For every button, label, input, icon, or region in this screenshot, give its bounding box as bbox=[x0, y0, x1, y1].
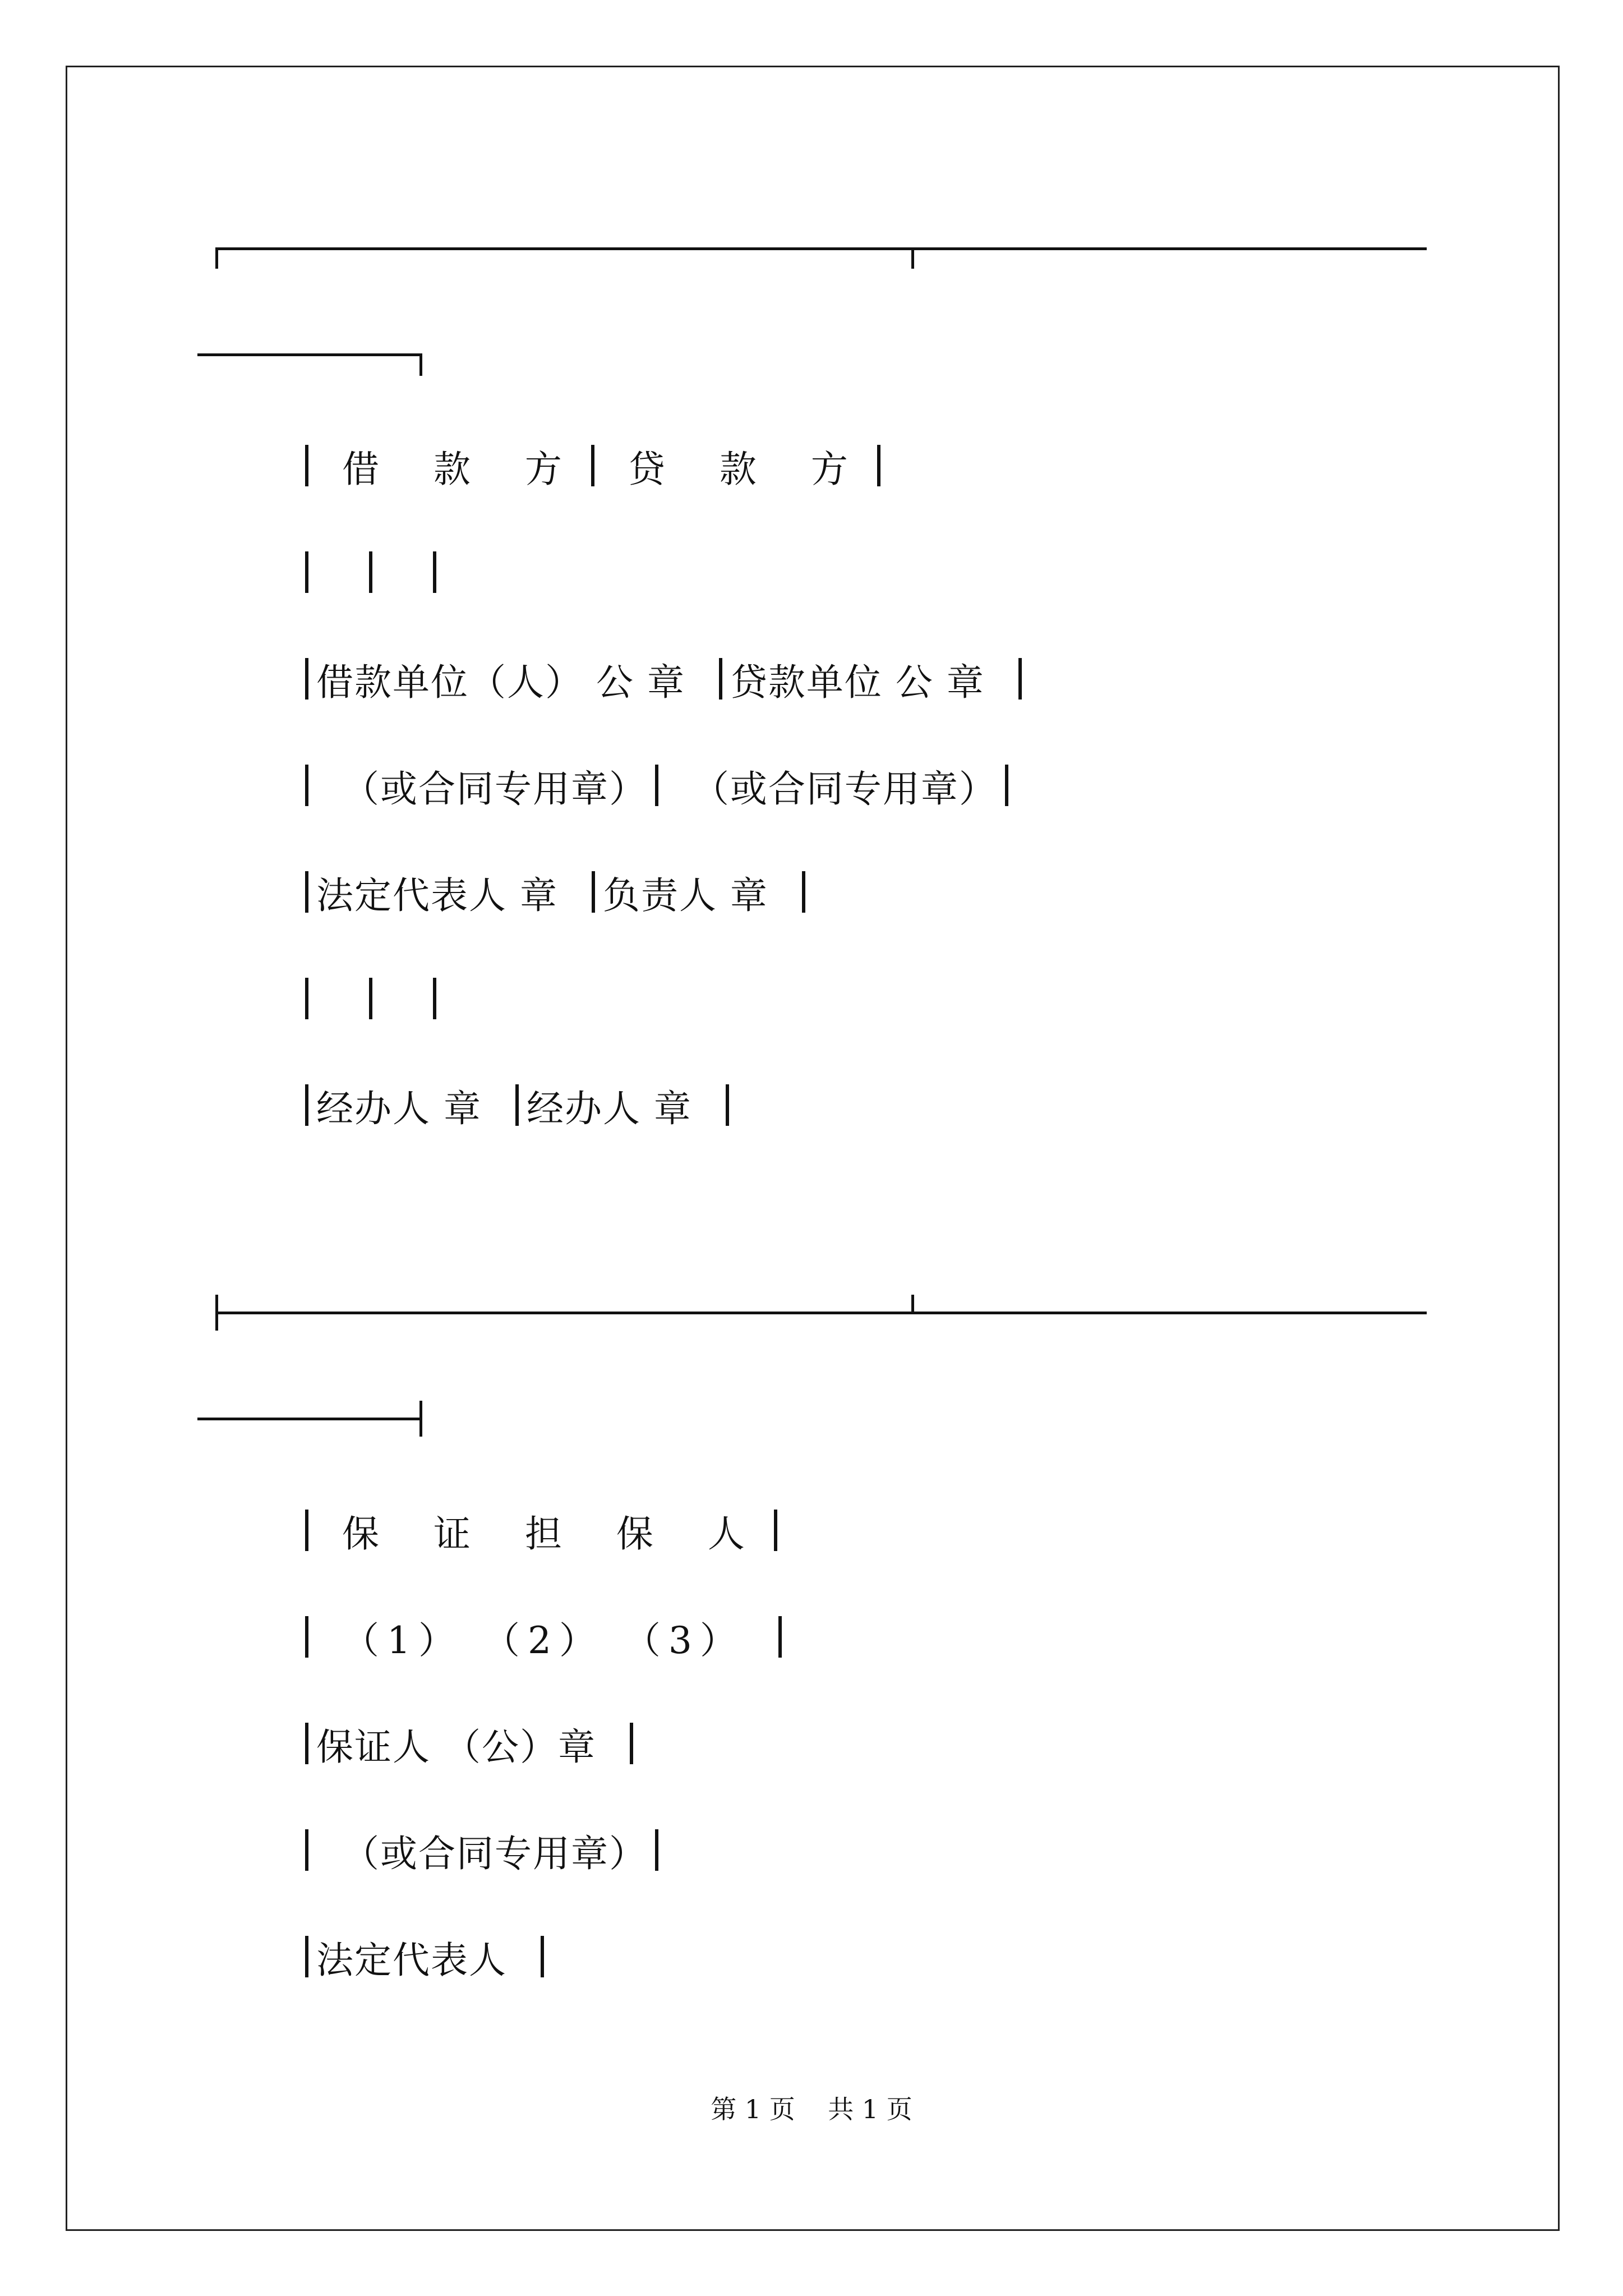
cell-divider bbox=[369, 978, 372, 1019]
table-row bbox=[297, 645, 1030, 712]
table-corner-tick bbox=[419, 353, 422, 376]
cell-divider bbox=[1005, 765, 1008, 806]
handler-seal-label: 经办人 章 bbox=[316, 1087, 482, 1130]
cell-divider bbox=[726, 1084, 729, 1126]
page-frame bbox=[66, 66, 1560, 2231]
cell-divider bbox=[305, 765, 308, 806]
cell-divider bbox=[305, 445, 308, 486]
cell-divider bbox=[305, 1723, 308, 1764]
responsible-person-seal-label: 负责人 章 bbox=[602, 873, 768, 917]
cell-divider bbox=[305, 1829, 308, 1871]
table-row bbox=[297, 539, 444, 606]
table-row bbox=[297, 1071, 737, 1139]
cell-divider bbox=[433, 551, 436, 593]
handler-seal-label: 经办人 章 bbox=[526, 1087, 692, 1130]
guarantor-seal-label: 保证人 （公）章 bbox=[316, 1725, 596, 1769]
cell-divider bbox=[515, 1084, 519, 1126]
legal-rep-seal-label: 法定代表人 章 bbox=[316, 873, 558, 917]
borrower-heading: 借 款 方 bbox=[342, 447, 583, 491]
table-corner-tick bbox=[215, 1295, 218, 1331]
cell-divider bbox=[305, 1616, 308, 1658]
table-corner-tick bbox=[215, 247, 218, 269]
cell-divider bbox=[369, 551, 372, 593]
table-top-border bbox=[215, 247, 1427, 250]
borrower-seal-label: 借款单位（人） 公 章 bbox=[316, 660, 685, 704]
table-row bbox=[297, 1497, 785, 1564]
cell-divider bbox=[305, 1936, 308, 1977]
table-row bbox=[297, 1710, 641, 1777]
cell-divider bbox=[305, 1510, 308, 1551]
cell-divider bbox=[541, 1936, 544, 1977]
cell-divider bbox=[305, 1084, 308, 1126]
table-row bbox=[297, 858, 813, 926]
table-corner-tick bbox=[419, 1401, 422, 1437]
table-row bbox=[297, 1603, 790, 1671]
table-rule bbox=[197, 1418, 422, 1420]
guarantor-numbers: （1） （2） （3） bbox=[342, 1618, 745, 1662]
cell-divider bbox=[719, 658, 722, 700]
cell-divider bbox=[305, 658, 308, 700]
legal-rep-label: 法定代表人 bbox=[316, 1938, 507, 1982]
page-number: 第 1 页 共 1 页 bbox=[711, 2094, 912, 2124]
borrower-contract-seal: （或合同专用章） bbox=[342, 767, 647, 811]
cell-divider bbox=[655, 1829, 658, 1871]
cell-divider bbox=[630, 1723, 633, 1764]
cell-divider bbox=[305, 551, 308, 593]
guarantor-heading: 保 证 担 保 人 bbox=[342, 1512, 766, 1556]
cell-divider bbox=[774, 1510, 777, 1551]
table-row bbox=[297, 965, 444, 1032]
table-row bbox=[297, 1923, 552, 1990]
cell-divider bbox=[1018, 658, 1022, 700]
cell-divider bbox=[778, 1616, 782, 1658]
guarantor-contract-seal: （或合同专用章） bbox=[342, 1832, 647, 1875]
lender-seal-label: 贷款单位 公 章 bbox=[730, 660, 985, 704]
cell-divider bbox=[802, 871, 805, 913]
cell-divider bbox=[592, 871, 595, 913]
lender-contract-seal: （或合同专用章） bbox=[691, 767, 997, 811]
lender-heading: 贷 款 方 bbox=[628, 447, 869, 491]
table-row bbox=[297, 432, 888, 499]
table-column-tick bbox=[911, 1295, 914, 1313]
cell-divider bbox=[433, 978, 436, 1019]
table-rule bbox=[197, 353, 422, 356]
table-column-tick bbox=[911, 247, 914, 269]
table-row bbox=[297, 1816, 666, 1884]
cell-divider bbox=[877, 445, 880, 486]
table-top-border bbox=[215, 1312, 1427, 1314]
cell-divider bbox=[655, 765, 658, 806]
table-row bbox=[297, 752, 1016, 819]
cell-divider bbox=[591, 445, 594, 486]
cell-divider bbox=[305, 978, 308, 1019]
cell-divider bbox=[305, 871, 308, 913]
